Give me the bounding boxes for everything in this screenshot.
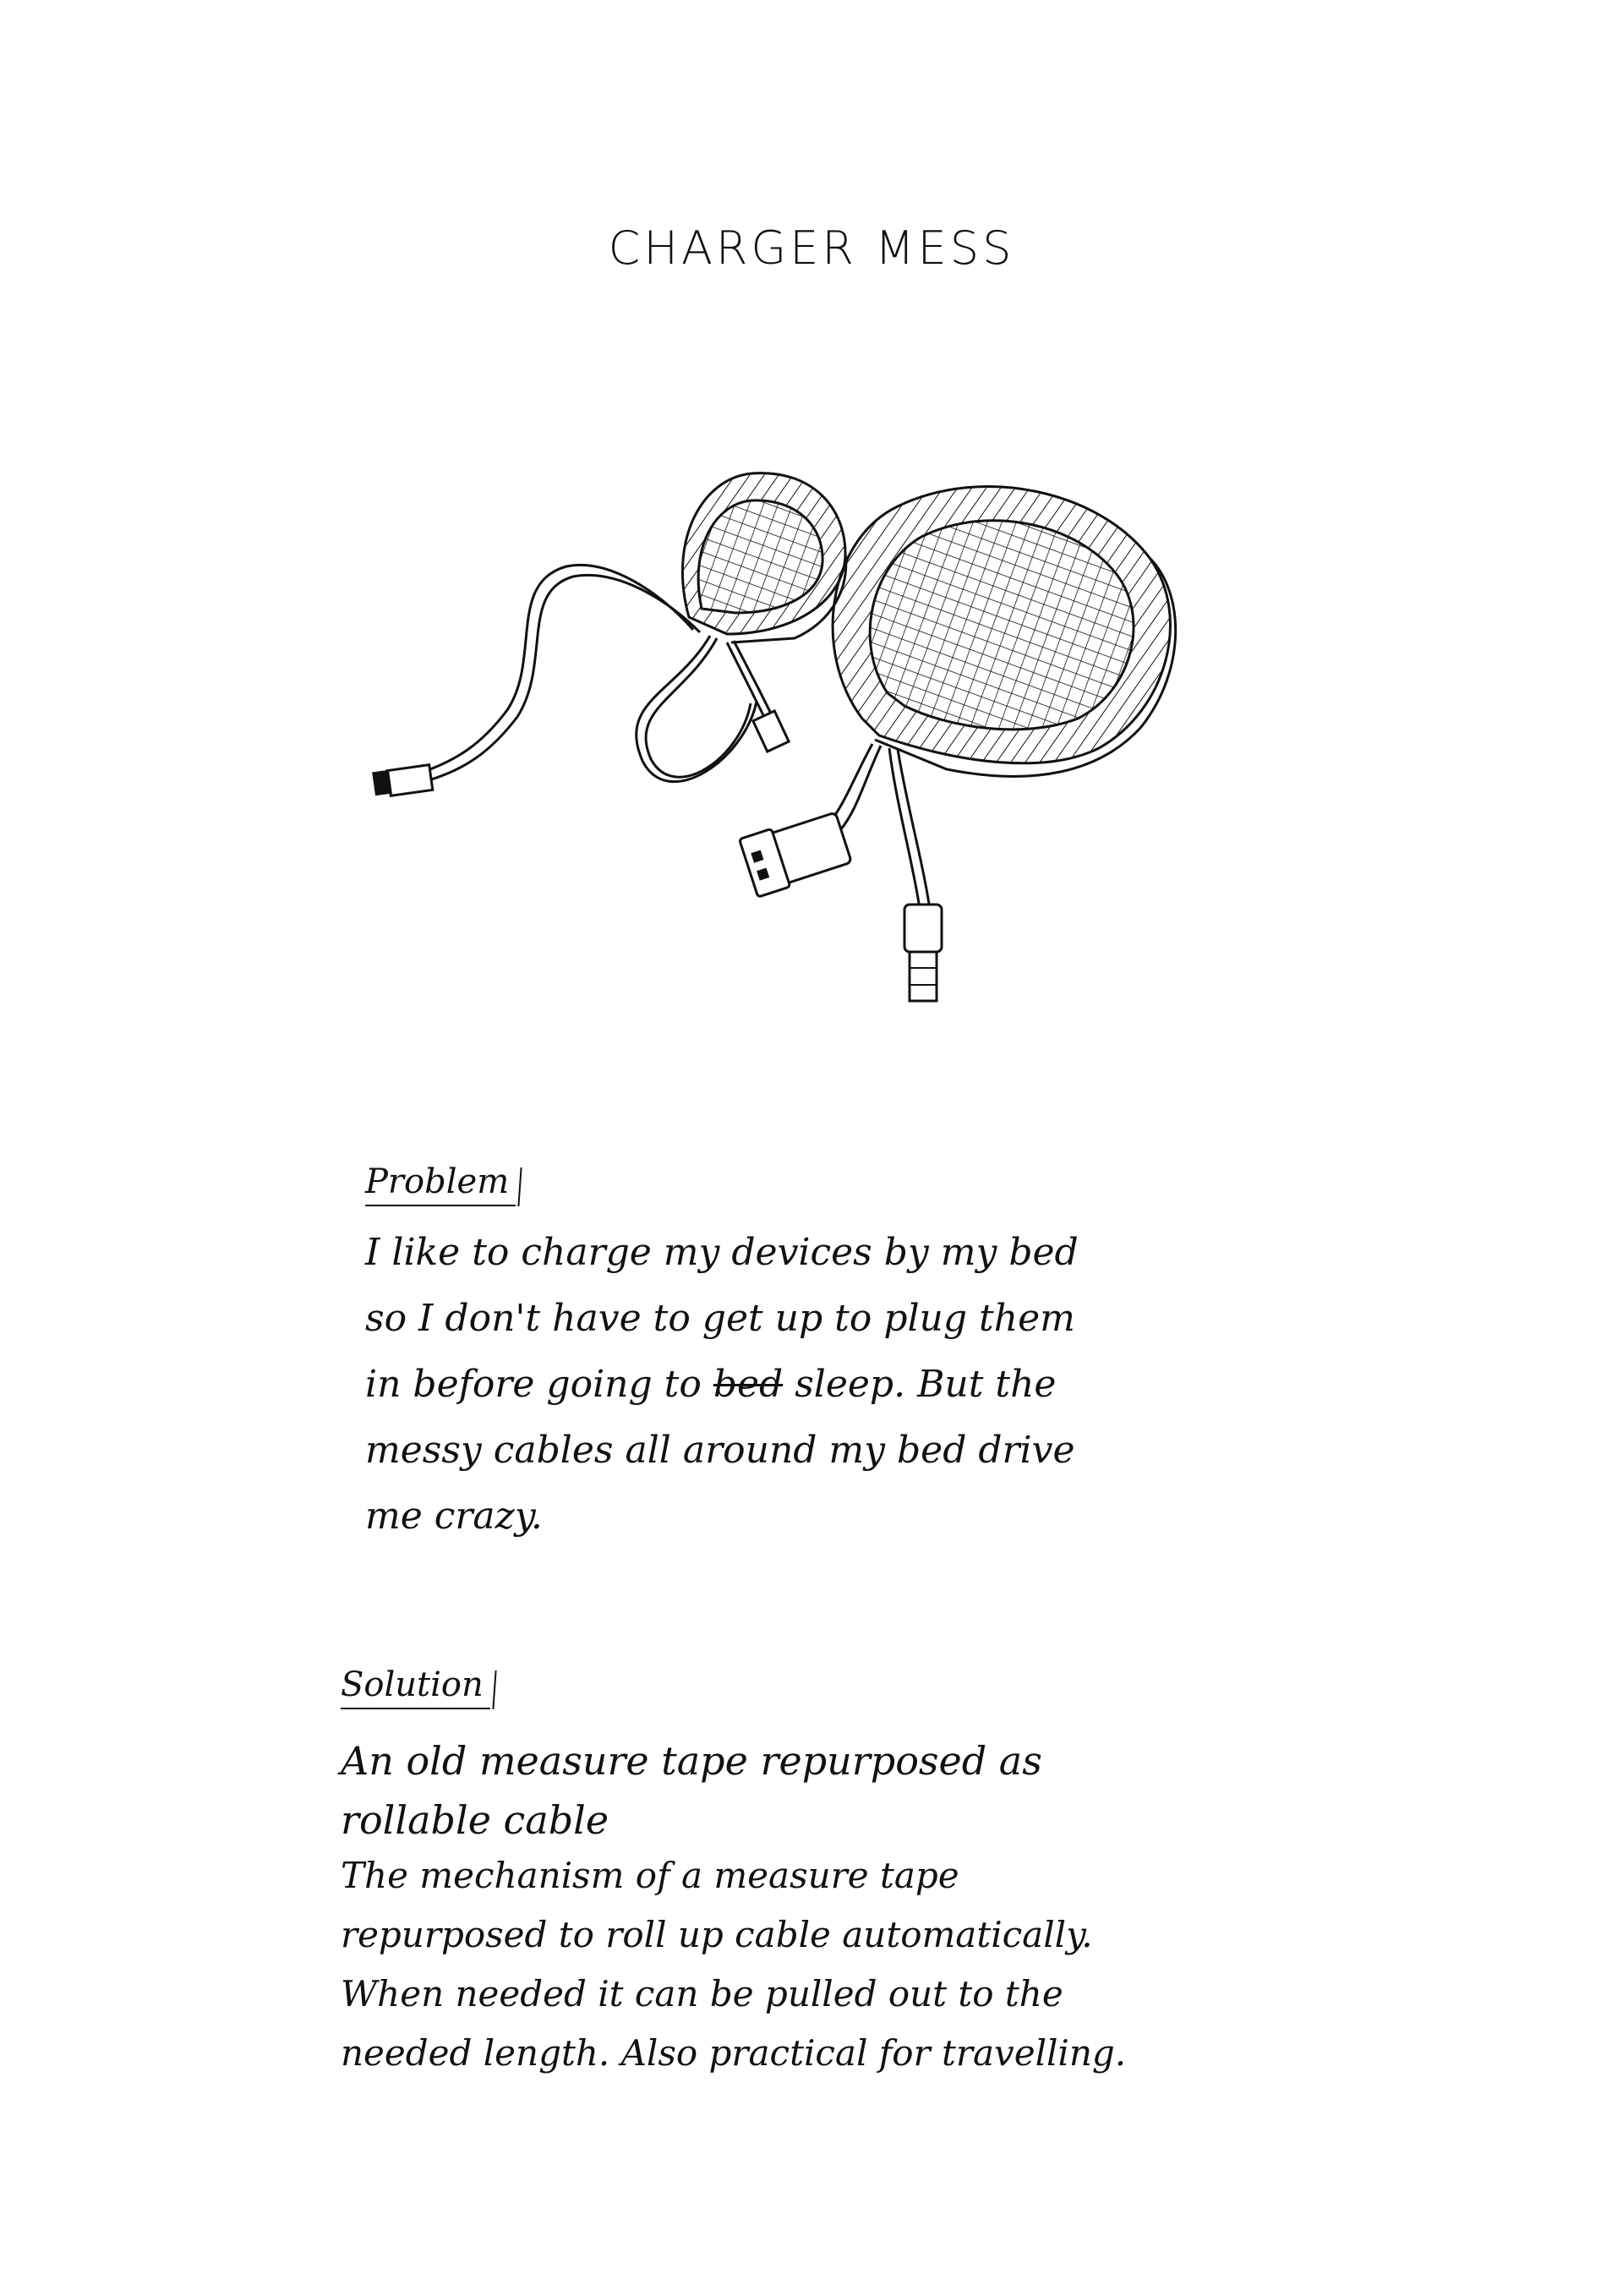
problem-line: me crazy. <box>365 1495 543 1538</box>
solution-body-line: repurposed to roll up cable automatically. <box>341 1914 1093 1955</box>
problem-line: messy cables all around my bed drive <box>365 1429 1075 1472</box>
problem-line: so I don't have to get up to plug them <box>365 1297 1075 1340</box>
solution-body-text <box>341 1855 1313 2095</box>
crossed-out-word: bed <box>713 1363 784 1406</box>
large-reel-cable <box>740 744 942 1001</box>
solution-lead-line: An old measure tape repurposed as <box>341 1738 1042 1784</box>
charger-cables-drawing <box>355 440 1268 1031</box>
problem-line-text: in before going to <box>365 1363 702 1406</box>
small-tape-reel <box>682 473 845 642</box>
problem-line-text: sleep. But the <box>795 1363 1057 1406</box>
solution-body-line: needed length. Also practical for travelling. <box>341 2032 1127 2074</box>
problem-heading: Problem <box>365 1162 516 1206</box>
solution-body-line: The mechanism of a measure tape <box>341 1855 959 1896</box>
large-tape-reel <box>833 487 1176 777</box>
solution-lead-line: rollable cable <box>341 1797 609 1843</box>
problem-line <box>365 1363 1278 1432</box>
solution-heading: Solution <box>341 1665 490 1709</box>
problem-line: I like to charge my devices by my bed <box>365 1231 1079 1274</box>
problem-text <box>365 1231 1278 1564</box>
page-title: CHARGER MESS <box>608 221 1015 275</box>
solution-lead-text <box>341 1738 1271 1860</box>
solution-body-line: When needed it can be pulled out to the <box>341 1973 1063 2014</box>
